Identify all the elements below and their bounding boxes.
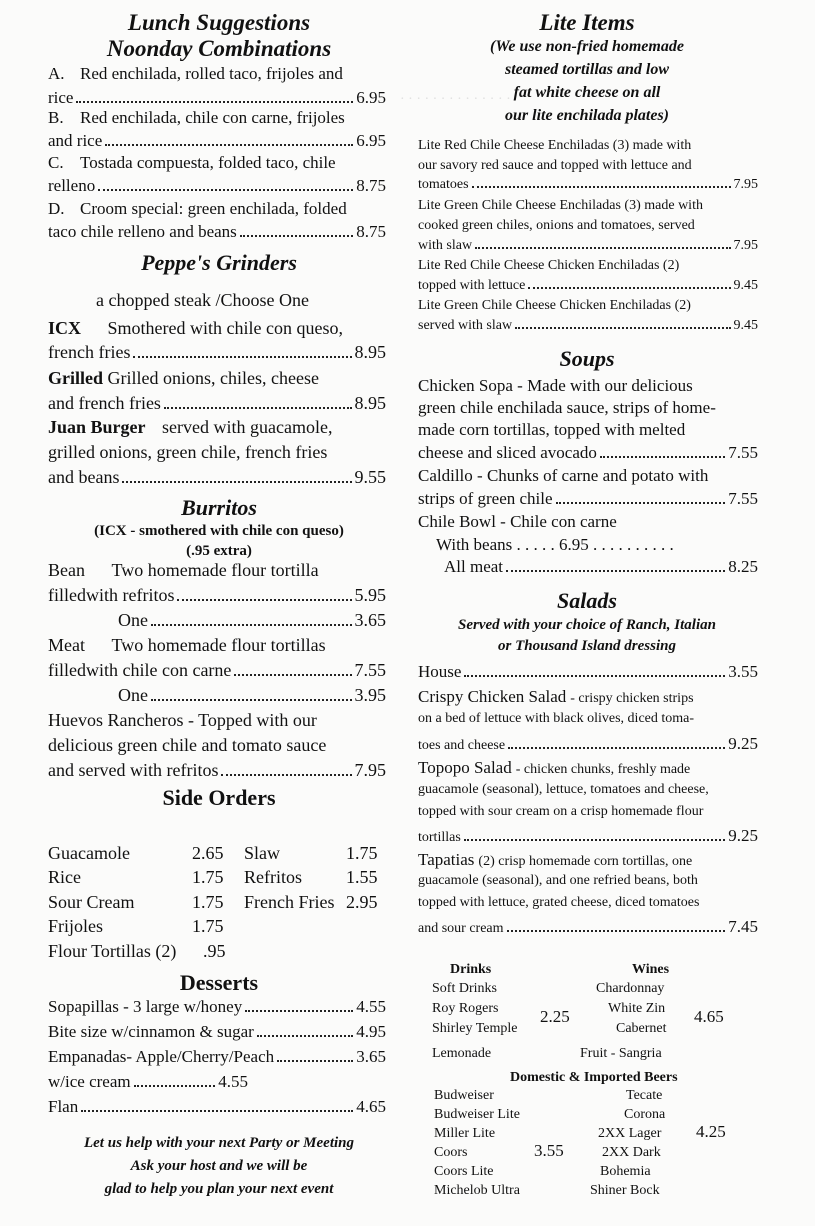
salad-topopo-name: Topopo Salad xyxy=(418,758,512,777)
grinder-grilled xyxy=(48,368,319,389)
grinder-juan-name: Juan Burger xyxy=(48,417,146,437)
salad-topopo-line3: topped with sour cream on a crisp homemade flour xyxy=(418,804,704,819)
lunch-item-c-desc: Tostada compuesta, folded taco, chile xyxy=(80,153,336,172)
dessert-item-2: Bite size w/cinnamon & sugar 4.95 xyxy=(48,1022,386,1041)
side-row-3-price: 1.75 xyxy=(192,892,224,912)
salad-house-price: 3.55 xyxy=(728,662,758,681)
lunch-item-d-desc: Croom special: green enchilada, folded xyxy=(80,199,347,218)
salad-crispy-price: 9.25 xyxy=(728,734,758,753)
lite-item-1-price: 7.95 xyxy=(733,177,758,192)
soup-3-line3: All meat 8.25 xyxy=(444,557,758,576)
beer-imported-1: Tecate xyxy=(626,1088,663,1103)
salad-house-line: House 3.55 xyxy=(418,662,758,681)
grinder-grilled-price: 8.95 xyxy=(354,393,386,413)
huevos-line3: and served with refritos 7.95 xyxy=(48,760,386,780)
dessert-item-1-price: 4.55 xyxy=(356,997,386,1016)
drink-item-4: Lemonade xyxy=(432,1046,492,1061)
lunch-item-d-price: 8.75 xyxy=(356,222,386,241)
lite-item-1-line1: Lite Red Chile Cheese Enchiladas (3) made with xyxy=(418,138,692,153)
side-row-2-price: 1.75 xyxy=(192,867,224,887)
salad-crispy-desc: - crispy chicken strips xyxy=(570,691,694,706)
salads-title: Salads xyxy=(557,588,617,613)
lite-subtitle-2: steamed tortillas and low xyxy=(504,61,669,78)
side-row-5-name: Flour Tortillas (2) xyxy=(48,941,177,961)
wines-title: Wines xyxy=(632,962,670,977)
footer-line-1: Let us help with your next Party or Meeting xyxy=(83,1135,354,1151)
burrito-meat xyxy=(48,635,326,656)
lunch-title: Lunch Suggestions xyxy=(127,10,311,35)
huevos-line2: delicious green chile and tomato sauce xyxy=(48,735,327,755)
soup-2-price: 7.55 xyxy=(728,489,758,508)
beer-domestic-4: Coors xyxy=(434,1145,468,1160)
lunch-item-d-letter: D. xyxy=(48,199,65,218)
salad-topopo-line2: guacamole (seasonal), lettuce, tomatoes and cheese, xyxy=(418,782,709,797)
lite-item-2-line3: with slaw 7.95 xyxy=(418,238,758,253)
footer-line-3: glad to help you plan your next event xyxy=(104,1181,334,1197)
side-row-1-price-b: 1.75 xyxy=(346,843,378,863)
grinder-icx-name: ICX xyxy=(48,318,82,338)
lite-subtitle-4: our lite enchilada plates) xyxy=(505,107,669,124)
soup-3-line1: Chile Bowl - Chile con carne xyxy=(418,512,617,531)
grinders-title: Peppe's Grinders xyxy=(141,250,297,275)
burrito-meat-line: filledwith chile con carne 7.55 xyxy=(48,660,386,680)
dessert-item-4: w/ice cream 4.55 xyxy=(48,1072,248,1091)
salad-topopo-line4: tortillas 9.25 xyxy=(418,826,758,845)
side-row-3-name-b: French Fries xyxy=(244,892,335,912)
sides-title: Side Orders xyxy=(162,785,276,810)
salad-crispy-line2: on a bed of lettuce with black olives, diced toma- xyxy=(418,711,695,726)
salad-tapatias-price: 7.45 xyxy=(728,917,758,936)
grinder-juan xyxy=(48,417,332,438)
salad-tapatias-desc: (2) crisp homemade corn tortillas, one xyxy=(478,854,693,869)
lite-item-2-line2: cooked green chiles, onions and tomatoes, served xyxy=(418,218,695,233)
lite-item-2-line1: Lite Green Chile Cheese Enchiladas (3) made with xyxy=(418,198,703,213)
burrito-bean-one-line: One 3.65 xyxy=(118,610,386,630)
burrito-bean-one-price: 3.65 xyxy=(354,610,386,630)
drinks-title: Drinks xyxy=(450,962,492,977)
soup-1-price: 7.55 xyxy=(728,443,758,462)
soups-title: Soups xyxy=(559,346,615,371)
lite-item-3-line2: topped with lettuce 9.45 xyxy=(418,278,758,293)
lite-item-4-line1: Lite Green Chile Cheese Chicken Enchiladas (2) xyxy=(418,298,691,313)
burrito-meat-desc: Two homemade flour tortillas xyxy=(111,635,326,655)
lunch-item-c-letter: C. xyxy=(48,153,64,172)
wine-item-2: White Zin xyxy=(608,1001,666,1016)
beer-domestic-1: Budweiser xyxy=(434,1088,494,1103)
dessert-item-3-price: 3.65 xyxy=(356,1047,386,1066)
drink-item-1: Soft Drinks xyxy=(432,981,497,996)
beer-imported-5: Bohemia xyxy=(600,1164,651,1179)
grinder-juan-line2: grilled onions, green chile, french fries xyxy=(48,442,328,462)
dessert-item-1: Sopapillas - 3 large w/honey 4.55 xyxy=(48,997,386,1016)
grinder-juan-price: 9.55 xyxy=(354,467,386,487)
soup-1-line3: made corn tortillas, topped with melted xyxy=(418,420,686,439)
lunch-item-b-price: 6.95 xyxy=(356,131,386,150)
salads-subtitle-1: Served with your choice of Ranch, Italian xyxy=(458,617,716,633)
burrito-meat-one-price: 3.95 xyxy=(354,685,386,705)
salad-crispy-line1 xyxy=(418,687,694,707)
dessert-item-5: Flan 4.65 xyxy=(48,1097,386,1116)
burrito-meat-one-line: One 3.95 xyxy=(118,685,386,705)
salad-crispy-line3: toes and cheese 9.25 xyxy=(418,734,758,753)
footer-line-2: Ask your host and we will be xyxy=(130,1158,308,1174)
burrito-meat-name: Meat xyxy=(48,635,85,655)
soup-2-line2: strips of green chile 7.55 xyxy=(418,489,758,508)
beers-title: Domestic & Imported Beers xyxy=(510,1070,678,1085)
salads-subtitle-2: or Thousand Island dressing xyxy=(498,638,676,654)
grinder-grilled-name: Grilled xyxy=(48,368,103,388)
grinders-intro: a chopped steak /Choose One xyxy=(96,290,309,310)
dessert-item-2-price: 4.95 xyxy=(356,1022,386,1041)
lunch-item-b-letter: B. xyxy=(48,108,64,127)
lunch-item-a-line: rice 6.95 xyxy=(48,88,386,107)
wine-item-3: Cabernet xyxy=(616,1021,667,1036)
salad-topopo-line1 xyxy=(418,758,690,778)
lite-item-3-line1: Lite Red Chile Cheese Chicken Enchiladas (2) xyxy=(418,258,680,273)
wine-item-sangria: Fruit - Sangria xyxy=(580,1046,662,1061)
grinder-icx xyxy=(48,318,343,339)
grinder-grilled-line: and french fries 8.95 xyxy=(48,393,386,413)
lunch-subtitle: Noonday Combinations xyxy=(106,36,332,61)
side-row-2-name: Rice xyxy=(48,867,81,887)
side-row-3-price-b: 2.95 xyxy=(346,892,378,912)
grinder-juan-desc: served with guacamole, xyxy=(162,417,333,437)
beer-imported-2: Corona xyxy=(624,1107,666,1122)
desserts-title: Desserts xyxy=(179,970,259,995)
salad-tapatias-line1 xyxy=(418,850,692,870)
lite-subtitle-3: fat white cheese on all xyxy=(513,84,661,101)
drink-item-2: Roy Rogers xyxy=(432,1001,499,1016)
salad-crispy-name: Crispy Chicken Salad xyxy=(418,687,567,706)
grinder-icx-desc: Smothered with chile con queso, xyxy=(107,318,343,338)
wines-price: 4.65 xyxy=(694,1007,724,1026)
beer-domestic-2: Budweiser Lite xyxy=(434,1107,520,1122)
dessert-item-4-price: 4.55 xyxy=(218,1072,248,1091)
beer-imported-6: Shiner Bock xyxy=(590,1183,660,1198)
beer-imported-3: 2XX Lager xyxy=(598,1126,662,1141)
grinder-icx-line: french fries 8.95 xyxy=(48,342,386,362)
beer-domestic-3: Miller Lite xyxy=(434,1126,496,1141)
dessert-item-5-price: 4.65 xyxy=(356,1097,386,1116)
lunch-item-d-line: taco chile relleno and beans 8.75 xyxy=(48,222,386,241)
bleed-through-text: · · · · · · · · · · · · · · xyxy=(400,92,511,107)
beers-imported-price: 4.25 xyxy=(696,1122,726,1141)
drinks-price: 2.25 xyxy=(540,1007,570,1026)
salad-tapatias-line2: guacamole (seasonal), and one refried beans, both xyxy=(418,873,698,888)
dessert-item-3: Empanadas- Apple/Cherry/Peach 3.65 xyxy=(48,1047,386,1066)
salad-topopo-price: 9.25 xyxy=(728,826,758,845)
side-row-1-name-b: Slaw xyxy=(244,843,280,863)
side-row-1-price: 2.65 xyxy=(192,843,224,863)
burritos-subtitle-2: (.95 extra) xyxy=(186,543,252,559)
lite-item-4-price: 9.45 xyxy=(733,318,758,333)
lite-title: Lite Items xyxy=(539,10,635,35)
lunch-item-a-price: 6.95 xyxy=(356,88,386,107)
huevos-price: 7.95 xyxy=(354,760,386,780)
lite-item-1-line3: tomatoes 7.95 xyxy=(418,177,758,192)
beers-domestic-price: 3.55 xyxy=(534,1141,564,1160)
burritos-title: Burritos xyxy=(181,495,257,520)
soup-1-line4: cheese and sliced avocado 7.55 xyxy=(418,443,758,462)
soup-1-line1: Chicken Sopa - Made with our delicious xyxy=(418,376,693,395)
soup-3-meat-price: 8.25 xyxy=(728,557,758,576)
lite-item-2-price: 7.95 xyxy=(733,238,758,253)
beer-domestic-6: Michelob Ultra xyxy=(434,1183,520,1198)
salad-tapatias-line4: and sour cream 7.45 xyxy=(418,917,758,936)
grinder-juan-line3: and beans 9.55 xyxy=(48,467,386,487)
huevos-line1: Huevos Rancheros - Topped with our xyxy=(48,710,317,730)
burrito-bean xyxy=(48,560,319,581)
soup-3-line2: With beans . . . . . 6.95 . . . . . . . . . . xyxy=(436,535,674,554)
side-row-3-name: Sour Cream xyxy=(48,892,135,912)
lite-item-1-line2: our savory red sauce and topped with lettuce and xyxy=(418,158,692,173)
beer-domestic-5: Coors Lite xyxy=(434,1164,494,1179)
salad-tapatias-name: Tapatias xyxy=(418,850,475,869)
burritos-subtitle-1: (ICX - smothered with chile con queso) xyxy=(94,523,344,539)
burrito-bean-price: 5.95 xyxy=(354,585,386,605)
lunch-item-a-desc: Red enchilada, rolled taco, frijoles and xyxy=(80,64,343,83)
burrito-meat-price: 7.55 xyxy=(354,660,386,680)
grinder-grilled-desc: Grilled onions, chiles, cheese xyxy=(107,368,319,388)
side-row-2-name-b: Refritos xyxy=(244,867,302,887)
soup-1-line2: green chile enchilada sauce, strips of home- xyxy=(418,398,716,417)
soup-2-line1: Caldillo - Chunks of carne and potato with xyxy=(418,466,709,485)
lunch-item-a-letter: A. xyxy=(48,64,65,83)
side-row-5-price: .95 xyxy=(203,941,226,961)
side-row-1-name: Guacamole xyxy=(48,843,130,863)
soup-3-beans-price: 6.95 xyxy=(559,535,589,554)
lunch-item-b-line: and rice 6.95 xyxy=(48,131,386,150)
side-row-4-price: 1.75 xyxy=(192,916,224,936)
lunch-item-b-desc: Red enchilada, chile con carne, frijoles xyxy=(80,108,345,127)
beer-imported-4: 2XX Dark xyxy=(602,1145,661,1160)
burrito-bean-name: Bean xyxy=(48,560,85,580)
grinder-icx-price: 8.95 xyxy=(354,342,386,362)
burrito-bean-desc: Two homemade flour tortilla xyxy=(111,560,319,580)
side-row-4-name: Frijoles xyxy=(48,916,104,936)
lite-item-3-price: 9.45 xyxy=(733,278,758,293)
lite-subtitle-1: (We use non-fried homemade xyxy=(490,38,684,55)
lunch-item-c-price: 8.75 xyxy=(356,176,386,195)
lunch-item-c-line: relleno 8.75 xyxy=(48,176,386,195)
lite-item-4-line2: served with slaw 9.45 xyxy=(418,318,758,333)
drink-item-3: Shirley Temple xyxy=(432,1021,518,1036)
salad-topopo-desc: - chicken chunks, freshly made xyxy=(515,762,691,777)
side-row-2-price-b: 1.55 xyxy=(346,867,378,887)
salad-tapatias-line3: topped with lettuce, grated cheese, diced tomatoes xyxy=(418,895,700,910)
burrito-bean-line: filledwith refritos 5.95 xyxy=(48,585,386,605)
wine-item-1: Chardonnay xyxy=(596,981,665,996)
